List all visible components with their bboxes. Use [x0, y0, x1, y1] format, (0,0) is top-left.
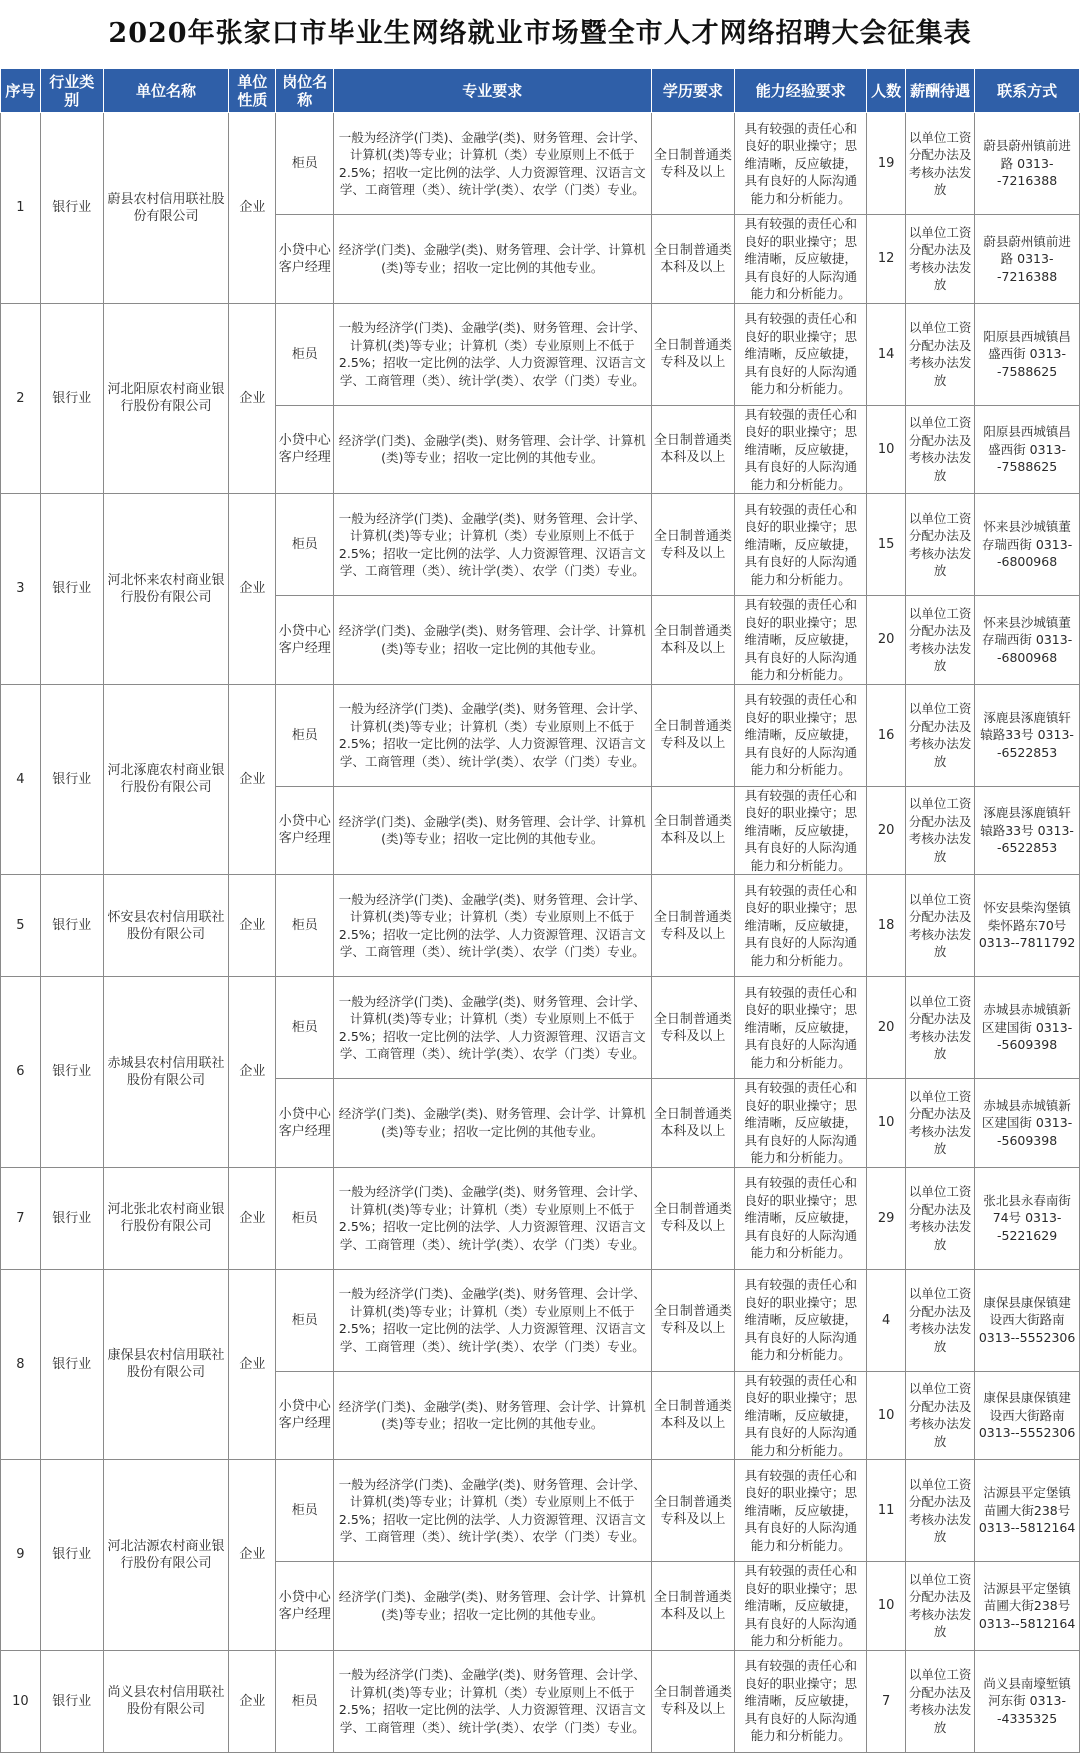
cell-ability: 具有较强的责任心和良好的职业操守；思维清晰，反应敏捷，具有良好的人际沟通能力和分析能力。: [735, 977, 867, 1079]
cell-contact: 阳原县西城镇昌盛西街 0313--7588625: [975, 303, 1080, 405]
cell-salary: 以单位工资分配办法及考核办法发放: [906, 303, 975, 405]
cell-nature: 企业: [229, 1269, 276, 1460]
table-row: [1, 684, 1080, 786]
cell-position: 柜员: [276, 494, 334, 596]
cell-major: 一般为经济学(门类)、金融学(类)、财务管理、会计学、计算机(类)等专业；计算机（类）专业原则上不低于2.5%；招收一定比例的法学、人力资源管理、汉语言文学、工商管理（类）、统计学(类）、农学（门类）专业。: [334, 1269, 651, 1371]
cell-count: 29: [867, 1167, 906, 1269]
cell-nature: 企业: [229, 1460, 276, 1651]
cell-count: 10: [867, 405, 906, 494]
cell-major: 经济学(门类)、金融学(类)、财务管理、会计学、计算机(类)等专业；招收一定比例的其他专业。: [334, 1562, 651, 1651]
cell-count: 10: [867, 1562, 906, 1651]
table-row: [1, 1269, 1080, 1371]
header-major: 专业要求: [334, 69, 651, 113]
header-nature: 单位性质: [229, 69, 276, 113]
cell-industry: 银行业: [40, 875, 103, 977]
cell-industry: 银行业: [40, 303, 103, 494]
cell-seq: 5: [1, 875, 41, 977]
cell-industry: 银行业: [40, 494, 103, 685]
table-body: [1, 113, 1080, 1753]
cell-seq: 7: [1, 1167, 41, 1269]
cell-major: 一般为经济学(门类)、金融学(类)、财务管理、会计学、计算机(类)等专业；计算机（类）专业原则上不低于2.5%；招收一定比例的法学、人力资源管理、汉语言文学、工商管理（类）、统计学(类）、农学（门类）专业。: [334, 1460, 651, 1562]
table-row: [1, 113, 1080, 215]
cell-seq: 8: [1, 1269, 41, 1460]
cell-major: 经济学(门类)、金融学(类)、财务管理、会计学、计算机(类)等专业；招收一定比例的其他专业。: [334, 215, 651, 304]
cell-major: 一般为经济学(门类)、金融学(类)、财务管理、会计学、计算机(类)等专业；计算机（类）专业原则上不低于2.5%；招收一定比例的法学、人力资源管理、汉语言文学、工商管理（类）、统计学(类）、农学（门类）专业。: [334, 977, 651, 1079]
cell-position: 柜员: [276, 1650, 334, 1752]
header-salary: 薪酬待遇: [906, 69, 975, 113]
cell-position: 小贷中心客户经理: [276, 1371, 334, 1460]
cell-education: 全日制普通类专科及以上: [651, 684, 735, 786]
cell-position: 柜员: [276, 1269, 334, 1371]
cell-count: 14: [867, 303, 906, 405]
cell-salary: 以单位工资分配办法及考核办法发放: [906, 1460, 975, 1562]
header-seq: 序号: [1, 69, 41, 113]
header-company: 单位名称: [103, 69, 229, 113]
cell-major: 经济学(门类)、金融学(类)、财务管理、会计学、计算机(类)等专业；招收一定比例的其他专业。: [334, 786, 651, 875]
cell-count: 19: [867, 113, 906, 215]
cell-salary: 以单位工资分配办法及考核办法发放: [906, 786, 975, 875]
cell-contact: 蔚县蔚州镇前进路 0313--7216388: [975, 215, 1080, 304]
cell-nature: 企业: [229, 1650, 276, 1752]
cell-education: 全日制普通类本科及以上: [651, 405, 735, 494]
cell-position: 小贷中心客户经理: [276, 1562, 334, 1651]
header-education: 学历要求: [651, 69, 735, 113]
cell-seq: 4: [1, 684, 41, 875]
cell-ability: 具有较强的责任心和良好的职业操守；思维清晰，反应敏捷，具有良好的人际沟通能力和分析能力。: [735, 1167, 867, 1269]
cell-company: 河北沽源农村商业银行股份有限公司: [103, 1460, 229, 1651]
cell-salary: 以单位工资分配办法及考核办法发放: [906, 1650, 975, 1752]
header-contact: 联系方式: [975, 69, 1080, 113]
cell-position: 小贷中心客户经理: [276, 596, 334, 685]
cell-contact: 沽源县平定堡镇苗圃大街238号 0313--5812164: [975, 1562, 1080, 1651]
header-position: 岗位名称: [276, 69, 334, 113]
cell-company: 河北怀来农村商业银行股份有限公司: [103, 494, 229, 685]
cell-count: 7: [867, 1650, 906, 1752]
table-row: [1, 875, 1080, 977]
cell-education: 全日制普通类专科及以上: [651, 1650, 735, 1752]
cell-major: 经济学(门类)、金融学(类)、财务管理、会计学、计算机(类)等专业；招收一定比例的其他专业。: [334, 405, 651, 494]
cell-education: 全日制普通类本科及以上: [651, 1079, 735, 1168]
cell-company: 河北阳原农村商业银行股份有限公司: [103, 303, 229, 494]
cell-education: 全日制普通类本科及以上: [651, 596, 735, 685]
cell-ability: 具有较强的责任心和良好的职业操守；思维清晰，反应敏捷，具有良好的人际沟通能力和分析能力。: [735, 113, 867, 215]
table-row: [1, 1460, 1080, 1562]
cell-contact: 怀来县沙城镇董存瑞西街 0313--6800968: [975, 494, 1080, 596]
cell-ability: 具有较强的责任心和良好的职业操守；思维清晰，反应敏捷，具有良好的人际沟通能力和分析能力。: [735, 684, 867, 786]
cell-count: 18: [867, 875, 906, 977]
cell-nature: 企业: [229, 113, 276, 304]
cell-company: 蔚县农村信用联社股份有限公司: [103, 113, 229, 304]
cell-salary: 以单位工资分配办法及考核办法发放: [906, 1562, 975, 1651]
cell-count: 20: [867, 786, 906, 875]
cell-salary: 以单位工资分配办法及考核办法发放: [906, 875, 975, 977]
cell-nature: 企业: [229, 303, 276, 494]
table-row: [1, 494, 1080, 596]
cell-salary: 以单位工资分配办法及考核办法发放: [906, 977, 975, 1079]
cell-company: 尚义县农村信用联社股份有限公司: [103, 1650, 229, 1752]
cell-contact: 涿鹿县涿鹿镇轩辕路33号 0313--6522853: [975, 786, 1080, 875]
cell-count: 20: [867, 596, 906, 685]
header-ability: 能力经验要求: [735, 69, 867, 113]
cell-contact: 尚义县南壕堑镇河东街 0313--4335325: [975, 1650, 1080, 1752]
cell-salary: 以单位工资分配办法及考核办法发放: [906, 113, 975, 215]
header-industry: 行业类别: [40, 69, 103, 113]
table-row: [1, 1167, 1080, 1269]
cell-contact: 赤城县赤城镇新区建国街 0313--5609398: [975, 977, 1080, 1079]
cell-industry: 银行业: [40, 1269, 103, 1460]
cell-company: 赤城县农村信用联社股份有限公司: [103, 977, 229, 1168]
cell-major: 一般为经济学(门类)、金融学(类)、财务管理、会计学、计算机(类)等专业；计算机（类）专业原则上不低于2.5%；招收一定比例的法学、人力资源管理、汉语言文学、工商管理（类）、统计学(类）、农学（门类）专业。: [334, 113, 651, 215]
cell-industry: 银行业: [40, 113, 103, 304]
cell-contact: 蔚县蔚州镇前进路 0313--7216388: [975, 113, 1080, 215]
cell-salary: 以单位工资分配办法及考核办法发放: [906, 684, 975, 786]
cell-position: 柜员: [276, 1460, 334, 1562]
cell-ability: 具有较强的责任心和良好的职业操守；思维清晰，反应敏捷，具有良好的人际沟通能力和分析能力。: [735, 1650, 867, 1752]
cell-contact: 阳原县西城镇昌盛西街 0313--7588625: [975, 405, 1080, 494]
cell-company: 河北涿鹿农村商业银行股份有限公司: [103, 684, 229, 875]
cell-education: 全日制普通类专科及以上: [651, 303, 735, 405]
cell-education: 全日制普通类本科及以上: [651, 1371, 735, 1460]
cell-position: 小贷中心客户经理: [276, 215, 334, 304]
cell-seq: 6: [1, 977, 41, 1168]
cell-major: 一般为经济学(门类)、金融学(类)、财务管理、会计学、计算机(类)等专业；计算机（类）专业原则上不低于2.5%；招收一定比例的法学、人力资源管理、汉语言文学、工商管理（类）、统计学(类）、农学（门类）专业。: [334, 684, 651, 786]
cell-education: 全日制普通类本科及以上: [651, 1562, 735, 1651]
cell-education: 全日制普通类本科及以上: [651, 215, 735, 304]
cell-position: 小贷中心客户经理: [276, 786, 334, 875]
cell-education: 全日制普通类专科及以上: [651, 875, 735, 977]
cell-contact: 怀来县沙城镇董存瑞西街 0313--6800968: [975, 596, 1080, 685]
cell-education: 全日制普通类专科及以上: [651, 494, 735, 596]
cell-industry: 银行业: [40, 1650, 103, 1752]
cell-position: 小贷中心客户经理: [276, 1079, 334, 1168]
cell-ability: 具有较强的责任心和良好的职业操守；思维清晰，反应敏捷，具有良好的人际沟通能力和分析能力。: [735, 303, 867, 405]
cell-major: 一般为经济学(门类)、金融学(类)、财务管理、会计学、计算机(类)等专业；计算机（类）专业原则上不低于2.5%；招收一定比例的法学、人力资源管理、汉语言文学、工商管理（类）、统计学(类）、农学（门类）专业。: [334, 1650, 651, 1752]
cell-contact: 康保县康保镇建设西大街路南 0313--5552306: [975, 1371, 1080, 1460]
table-row: [1, 303, 1080, 405]
cell-count: 20: [867, 977, 906, 1079]
cell-salary: 以单位工资分配办法及考核办法发放: [906, 596, 975, 685]
cell-education: 全日制普通类专科及以上: [651, 1269, 735, 1371]
cell-education: 全日制普通类专科及以上: [651, 1460, 735, 1562]
cell-position: 柜员: [276, 684, 334, 786]
cell-nature: 企业: [229, 977, 276, 1168]
cell-contact: 沽源县平定堡镇苗圃大街238号 0313--5812164: [975, 1460, 1080, 1562]
cell-ability: 具有较强的责任心和良好的职业操守；思维清晰，反应敏捷，具有良好的人际沟通能力和分析能力。: [735, 786, 867, 875]
cell-industry: 银行业: [40, 977, 103, 1168]
cell-position: 柜员: [276, 303, 334, 405]
cell-education: 全日制普通类专科及以上: [651, 977, 735, 1079]
header-count: 人数: [867, 69, 906, 113]
cell-count: 15: [867, 494, 906, 596]
cell-salary: 以单位工资分配办法及考核办法发放: [906, 494, 975, 596]
page-title: 2020年张家口市毕业生网络就业市场暨全市人才网络招聘大会征集表: [108, 18, 972, 49]
cell-ability: 具有较强的责任心和良好的职业操守；思维清晰，反应敏捷，具有良好的人际沟通能力和分析能力。: [735, 875, 867, 977]
cell-position: 柜员: [276, 113, 334, 215]
cell-position: 柜员: [276, 875, 334, 977]
cell-position: 柜员: [276, 1167, 334, 1269]
cell-salary: 以单位工资分配办法及考核办法发放: [906, 1371, 975, 1460]
cell-contact: 张北县永春南街74号 0313--5221629: [975, 1167, 1080, 1269]
header-row: [1, 69, 1080, 113]
cell-salary: 以单位工资分配办法及考核办法发放: [906, 1167, 975, 1269]
cell-education: 全日制普通类专科及以上: [651, 1167, 735, 1269]
cell-salary: 以单位工资分配办法及考核办法发放: [906, 215, 975, 304]
cell-position: 柜员: [276, 977, 334, 1079]
cell-ability: 具有较强的责任心和良好的职业操守；思维清晰，反应敏捷，具有良好的人际沟通能力和分析能力。: [735, 596, 867, 685]
cell-seq: 10: [1, 1650, 41, 1752]
cell-ability: 具有较强的责任心和良好的职业操守；思维清晰，反应敏捷，具有良好的人际沟通能力和分析能力。: [735, 1562, 867, 1651]
cell-position: 小贷中心客户经理: [276, 405, 334, 494]
cell-major: 经济学(门类)、金融学(类)、财务管理、会计学、计算机(类)等专业；招收一定比例的其他专业。: [334, 596, 651, 685]
cell-industry: 银行业: [40, 1167, 103, 1269]
cell-count: 11: [867, 1460, 906, 1562]
cell-ability: 具有较强的责任心和良好的职业操守；思维清晰，反应敏捷，具有良好的人际沟通能力和分析能力。: [735, 1460, 867, 1562]
cell-ability: 具有较强的责任心和良好的职业操守；思维清晰，反应敏捷，具有良好的人际沟通能力和分析能力。: [735, 1269, 867, 1371]
cell-salary: 以单位工资分配办法及考核办法发放: [906, 405, 975, 494]
cell-major: 一般为经济学(门类)、金融学(类)、财务管理、会计学、计算机(类)等专业；计算机（类）专业原则上不低于2.5%；招收一定比例的法学、人力资源管理、汉语言文学、工商管理（类）、统计学(类）、农学（门类）专业。: [334, 494, 651, 596]
cell-ability: 具有较强的责任心和良好的职业操守；思维清晰，反应敏捷，具有良好的人际沟通能力和分析能力。: [735, 1079, 867, 1168]
cell-contact: 康保县康保镇建设西大街路南 0313--5552306: [975, 1269, 1080, 1371]
cell-industry: 银行业: [40, 1460, 103, 1651]
cell-count: 10: [867, 1371, 906, 1460]
cell-major: 经济学(门类)、金融学(类)、财务管理、会计学、计算机(类)等专业；招收一定比例的其他专业。: [334, 1079, 651, 1168]
cell-contact: 赤城县赤城镇新区建国街 0313--5609398: [975, 1079, 1080, 1168]
cell-contact: 怀安县柴沟堡镇柴怀路东70号 0313--7811792: [975, 875, 1080, 977]
cell-count: 12: [867, 215, 906, 304]
cell-company: 康保县农村信用联社股份有限公司: [103, 1269, 229, 1460]
cell-ability: 具有较强的责任心和良好的职业操守；思维清晰，反应敏捷，具有良好的人际沟通能力和分析能力。: [735, 405, 867, 494]
cell-salary: 以单位工资分配办法及考核办法发放: [906, 1269, 975, 1371]
cell-ability: 具有较强的责任心和良好的职业操守；思维清晰，反应敏捷，具有良好的人际沟通能力和分析能力。: [735, 494, 867, 596]
cell-seq: 3: [1, 494, 41, 685]
cell-count: 16: [867, 684, 906, 786]
table-row: [1, 1650, 1080, 1752]
cell-count: 10: [867, 1079, 906, 1168]
cell-major: 一般为经济学(门类)、金融学(类)、财务管理、会计学、计算机(类)等专业；计算机（类）专业原则上不低于2.5%；招收一定比例的法学、人力资源管理、汉语言文学、工商管理（类）、统计学(类）、农学（门类）专业。: [334, 303, 651, 405]
cell-education: 全日制普通类本科及以上: [651, 786, 735, 875]
table-row: [1, 977, 1080, 1079]
cell-seq: 2: [1, 303, 41, 494]
cell-company: 河北张北农村商业银行股份有限公司: [103, 1167, 229, 1269]
cell-major: 一般为经济学(门类)、金融学(类)、财务管理、会计学、计算机(类)等专业；计算机（类）专业原则上不低于2.5%；招收一定比例的法学、人力资源管理、汉语言文学、工商管理（类）、统计学(类）、农学（门类）专业。: [334, 875, 651, 977]
cell-ability: 具有较强的责任心和良好的职业操守；思维清晰，反应敏捷，具有良好的人际沟通能力和分析能力。: [735, 1371, 867, 1460]
cell-seq: 9: [1, 1460, 41, 1651]
recruitment-table: [0, 68, 1080, 1753]
cell-major: 经济学(门类)、金融学(类)、财务管理、会计学、计算机(类)等专业；招收一定比例的其他专业。: [334, 1371, 651, 1460]
cell-contact: 涿鹿县涿鹿镇轩辕路33号 0313--6522853: [975, 684, 1080, 786]
cell-nature: 企业: [229, 684, 276, 875]
cell-ability: 具有较强的责任心和良好的职业操守；思维清晰，反应敏捷，具有良好的人际沟通能力和分析能力。: [735, 215, 867, 304]
cell-nature: 企业: [229, 875, 276, 977]
cell-industry: 银行业: [40, 684, 103, 875]
cell-education: 全日制普通类专科及以上: [651, 113, 735, 215]
cell-nature: 企业: [229, 1167, 276, 1269]
cell-salary: 以单位工资分配办法及考核办法发放: [906, 1079, 975, 1168]
cell-major: 一般为经济学(门类)、金融学(类)、财务管理、会计学、计算机(类)等专业；计算机（类）专业原则上不低于2.5%；招收一定比例的法学、人力资源管理、汉语言文学、工商管理（类）、统计学(类）、农学（门类）专业。: [334, 1167, 651, 1269]
cell-count: 4: [867, 1269, 906, 1371]
cell-seq: 1: [1, 113, 41, 304]
cell-nature: 企业: [229, 494, 276, 685]
cell-company: 怀安县农村信用联社股份有限公司: [103, 875, 229, 977]
